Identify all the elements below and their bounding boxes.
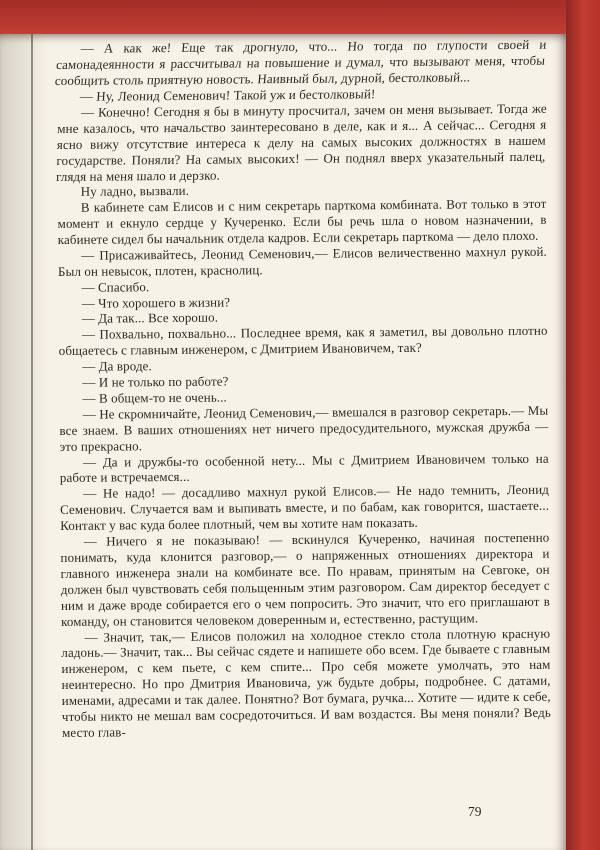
paragraph: — Да так... Все хорошо. (81, 310, 219, 327)
paragraph: — Ничего я не показываю! — вскинулся Кучеренко, начиная постепенно понимать, куда клонится разговор,— о напряженных отношениях директора и главного инженера знали на комбинате все. По нравам, принятым на Севгоке, он должен был чувствовать себя польщенным этим разговором. Сам директор беседует с ним и даже вроде собирается его о чем попросить. Это значит, что его приглашают в команду, он становится человеком доверенным и, естественно, растущим. (60, 529, 550, 629)
paragraph: — В общем-то не очень... (82, 389, 227, 406)
book-cover-edge-right (566, 0, 600, 850)
paragraph: Ну ладно, вызвали. (80, 183, 190, 199)
paragraph: — Ну, Леонид Семенович! Такой уж и бестолковый! (79, 85, 376, 104)
paragraph: В кабинете сам Елисов и с ним секретарь парткома комбината. Вот только в этот момент и екнуло сердце у Кучеренко. Если бы речь шла о новом назначении, в кабинете сидел бы начальник отдела кадров. Если секретарь парткома — дело плохо. (57, 195, 547, 247)
page-number: 79 (468, 804, 482, 819)
book-cover-edge-top (0, 0, 600, 34)
paragraph: — Да и дружбы-то особенной нету... Мы с Дмитрием Ивановичем только на работе и встречаемся... (59, 450, 549, 486)
paragraph: — Не надо! — досадливо махнул рукой Елисов.— Не надо темнить, Леонид Семенович. Случается вам и выпивать вместе, и по бабам, как говорится, шастаете... Контакт у вас куда более плотный, чем вы хотите нам показать. (60, 482, 550, 534)
paragraph: — Да вроде. (82, 358, 152, 374)
paragraph: — А как же! Еще так дрогнуло, что... Но тогда по глупости своей и самонадеянности я рассчитывал на повышение и думал, что вызывают меня, чтобы сообщить столь приятную новость. Наивный был, дурной, бестолковый... (54, 36, 548, 88)
paragraph: — Что хорошего в жизни? (81, 293, 231, 311)
paragraph: — И не только по работе? (82, 373, 229, 390)
paragraph: — Значит, так,— Елисов положил на холодное стекло стола плотную красную ладонь.— Значит, так... Вы сейчас сядете и напишете обо всем. Где бываете с главным инженером, с кем пьете, с кем спите... Про себя можете умолчать, это нам неинтересно. Но про Дмитрия Ивановича, уж будьте добры, подробнее. С датами, именами, адресами и так далее. Понятно? Вот бумага, ручка... Хотите — идите к себе, чтобы никто не мешал вам сосредоточиться. И вам воздастся. Вы меня поняли? Ведь место глав- (61, 625, 551, 740)
paragraph: — Спасибо. (81, 278, 150, 295)
page-text (56, 37, 551, 741)
paragraph: — Присаживайтесь, Леонид Семенович,— Елисов величественно махнул рукой. Был он невысок, плотен, краснолиц. (57, 243, 547, 279)
book-page (0, 34, 566, 850)
paragraph: — Не скромничайте, Леонид Семенович,— вмешался в разговор секретарь.— Мы все знаем. В ваших отношениях нет ничего предосудительного, мужская дружба — это прекрасно. (59, 402, 549, 454)
paragraph: — Конечно! Сегодня я бы в минуту просчитал, зачем он меня вызывает. Тогда же мне казалось, что начальство заинтересовано в деле, как и я... А сейчас... Сегодня я ясно вижу отсутствие интереса к делу на самых высоких должностях в нашем государстве. Поняли? На самых высоких! — Он поднял вверх указательный палец, глядя на меня шало и дерзко. (55, 100, 547, 184)
page-gutter-line (31, 34, 33, 850)
paragraph: — Похвально, похвально... Последнее время, как я заметил, вы довольно плотно общаетесь с главным инженером, с Дмитрием Ивановичем, так? (58, 323, 548, 359)
